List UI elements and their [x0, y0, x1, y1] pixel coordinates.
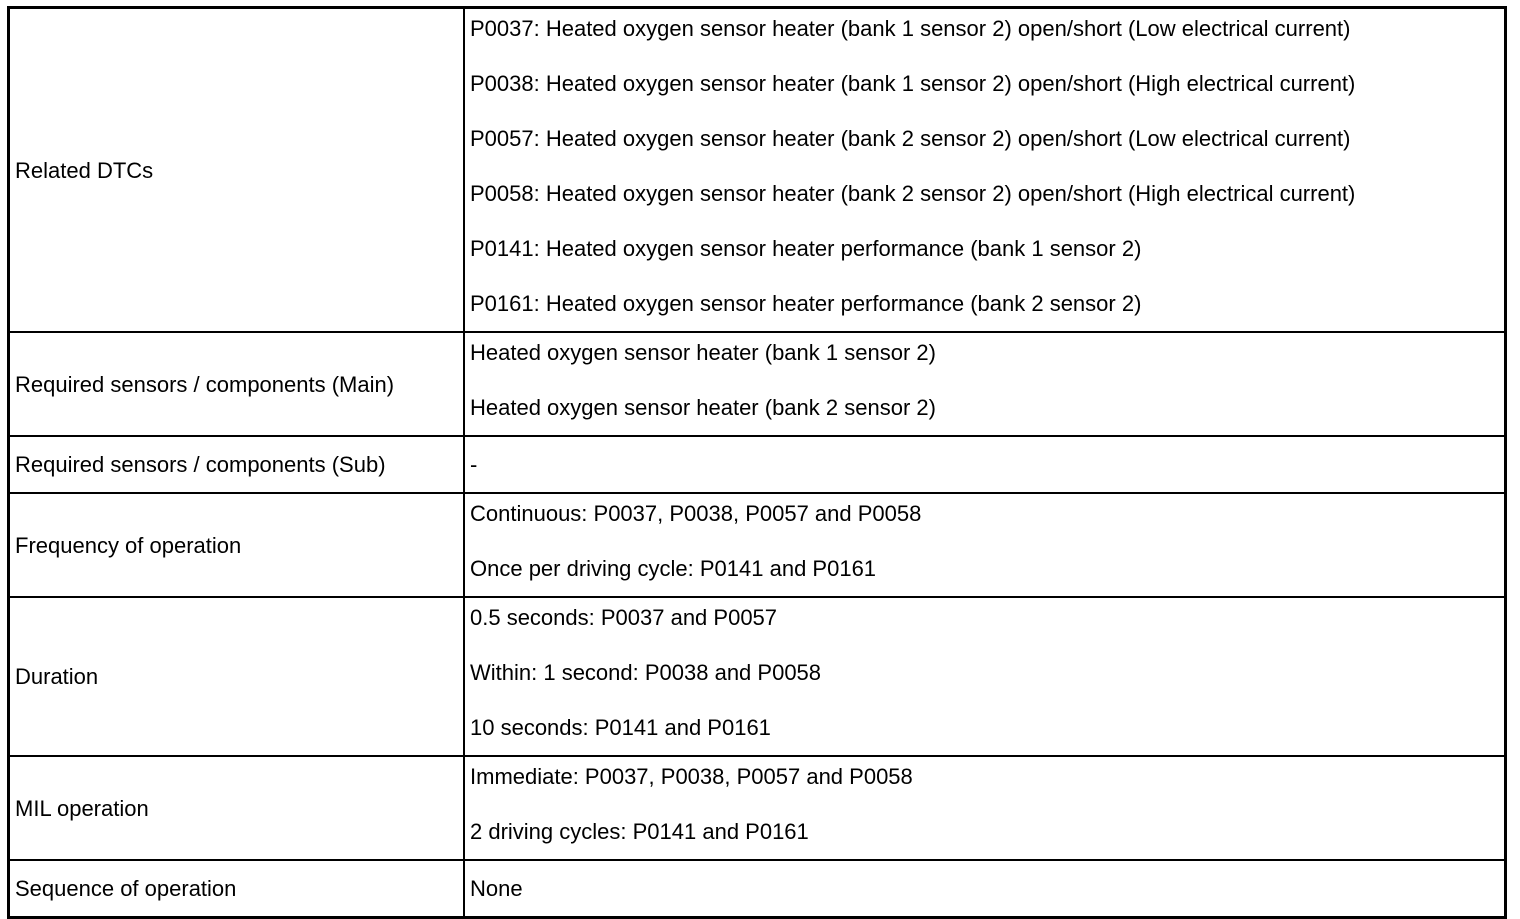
dtc-entry: P0141: Heated oxygen sensor heater performance (bank 1 sensor 2)	[470, 236, 1142, 261]
row-label: Duration	[9, 597, 465, 756]
row-label: MIL operation	[9, 756, 465, 860]
table-row-required-sub	[9, 436, 1506, 493]
dtc-entry: P0161: Heated oxygen sensor heater performance (bank 2 sensor 2)	[470, 291, 1142, 316]
dtc-entry: P0057: Heated oxygen sensor heater (bank 2 sensor 2) open/short (Low electrical current)	[470, 126, 1351, 151]
table-row-related-dtcs	[9, 8, 1506, 333]
table-row-required-main	[9, 332, 1506, 436]
dtc-entry: P0038: Heated oxygen sensor heater (bank 1 sensor 2) open/short (High electrical current)	[470, 71, 1356, 96]
row-label: Required sensors / components (Main)	[9, 332, 465, 436]
mil-entry: 2 driving cycles: P0141 and P0161	[470, 819, 809, 844]
row-value	[464, 493, 1506, 597]
table-row-sequence	[9, 860, 1506, 918]
row-label: Required sensors / components (Sub)	[9, 436, 465, 493]
row-value	[464, 756, 1506, 860]
row-value: None	[464, 860, 1506, 918]
table-row-duration	[9, 597, 1506, 756]
duration-entry: 10 seconds: P0141 and P0161	[470, 715, 771, 740]
frequency-entry: Continuous: P0037, P0038, P0057 and P0058	[470, 501, 922, 526]
mil-entry: Immediate: P0037, P0038, P0057 and P0058	[470, 764, 913, 789]
duration-entry: Within: 1 second: P0038 and P0058	[470, 660, 822, 685]
row-value	[464, 332, 1506, 436]
row-label: Related DTCs	[9, 8, 465, 333]
table-row-mil-operation	[9, 756, 1506, 860]
row-value: -	[464, 436, 1506, 493]
monitor-spec-table	[7, 6, 1507, 919]
component-entry: Heated oxygen sensor heater (bank 1 sensor 2)	[470, 340, 936, 365]
row-value	[464, 8, 1506, 333]
frequency-entry: Once per driving cycle: P0141 and P0161	[470, 556, 877, 581]
dtc-entry: P0037: Heated oxygen sensor heater (bank 1 sensor 2) open/short (Low electrical current)	[470, 16, 1351, 41]
row-value	[464, 597, 1506, 756]
row-label: Sequence of operation	[9, 860, 465, 918]
table-row-frequency	[9, 493, 1506, 597]
dtc-entry: P0058: Heated oxygen sensor heater (bank 2 sensor 2) open/short (High electrical current)	[470, 181, 1356, 206]
row-label: Frequency of operation	[9, 493, 465, 597]
duration-entry: 0.5 seconds: P0037 and P0057	[470, 605, 778, 630]
component-entry: Heated oxygen sensor heater (bank 2 sensor 2)	[470, 395, 936, 420]
